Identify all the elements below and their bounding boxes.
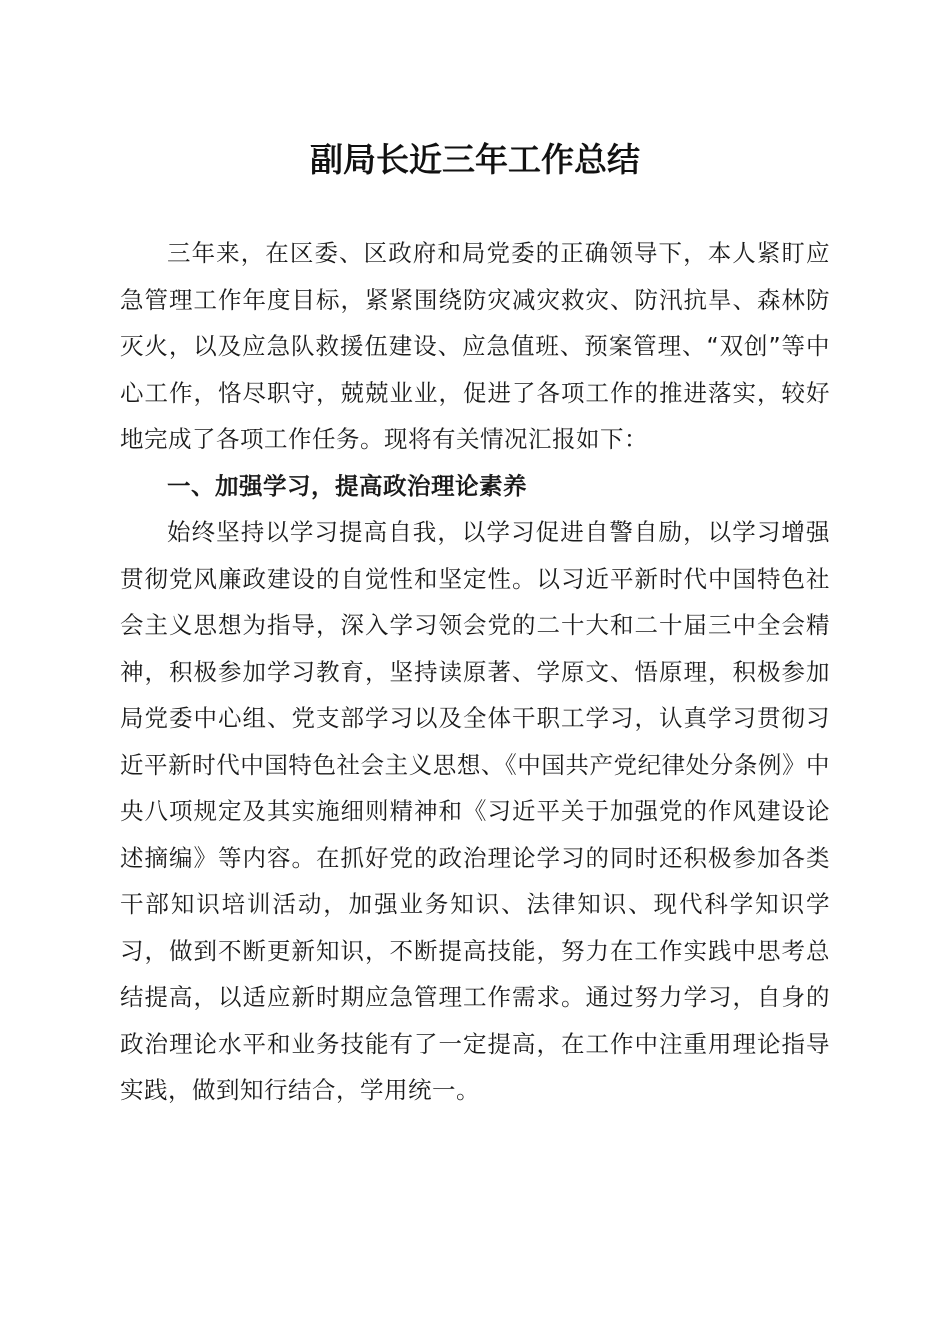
section-heading-1: 一、加强学习，提高政治理论素养	[167, 471, 527, 500]
document-body	[120, 230, 830, 1114]
intro-paragraph: 三年来，在区委、区政府和局党委的正确领导下，本人紧盯应急管理工作年度目标，紧紧围绕防灾减灾救灾、防汛抗旱、森林防灭火，以及应急队救援伍建设、应急值班、预案管理、“双创”等中心工作，恪尽职守，兢兢业业，促进了各项工作的推进落实，较好地完成了各项工作任务。现将有关情况汇报如下：	[120, 239, 830, 453]
document-title: 副局长近三年工作总结	[310, 140, 640, 179]
section-paragraph-1: 始终坚持以学习提高自我，以学习促进自警自励，以学习增强贯彻党风廉政建设的自觉性和坚定性。以习近平新时代中国特色社会主义思想为指导，深入学习领会党的二十大和二十届三中全会精神，积极参加学习教育，坚持读原著、学原文、悟原理，积极参加局党委中心组、党支部学习以及全体干职工学习，认真学习贯彻习近平新时代中国特色社会主义思想、《中国共产党纪律处分条例》中央八项规定及其实施细则精神和《习近平关于加强党的作风建设论述摘编》等内容。在抓好党的政治理论学习的同时还积极参加各类干部知识培训活动，加强业务知识、法律知识、现代科学知识学习，做到不断更新知识，不断提高技能，努力在工作实践中思考总结提高，以适应新时期应急管理工作需求。通过努力学习，自身的政治理论水平和业务技能有了一定提高，在工作中注重用理论指导实践，做到知行结合，学用统一。	[120, 518, 830, 1104]
